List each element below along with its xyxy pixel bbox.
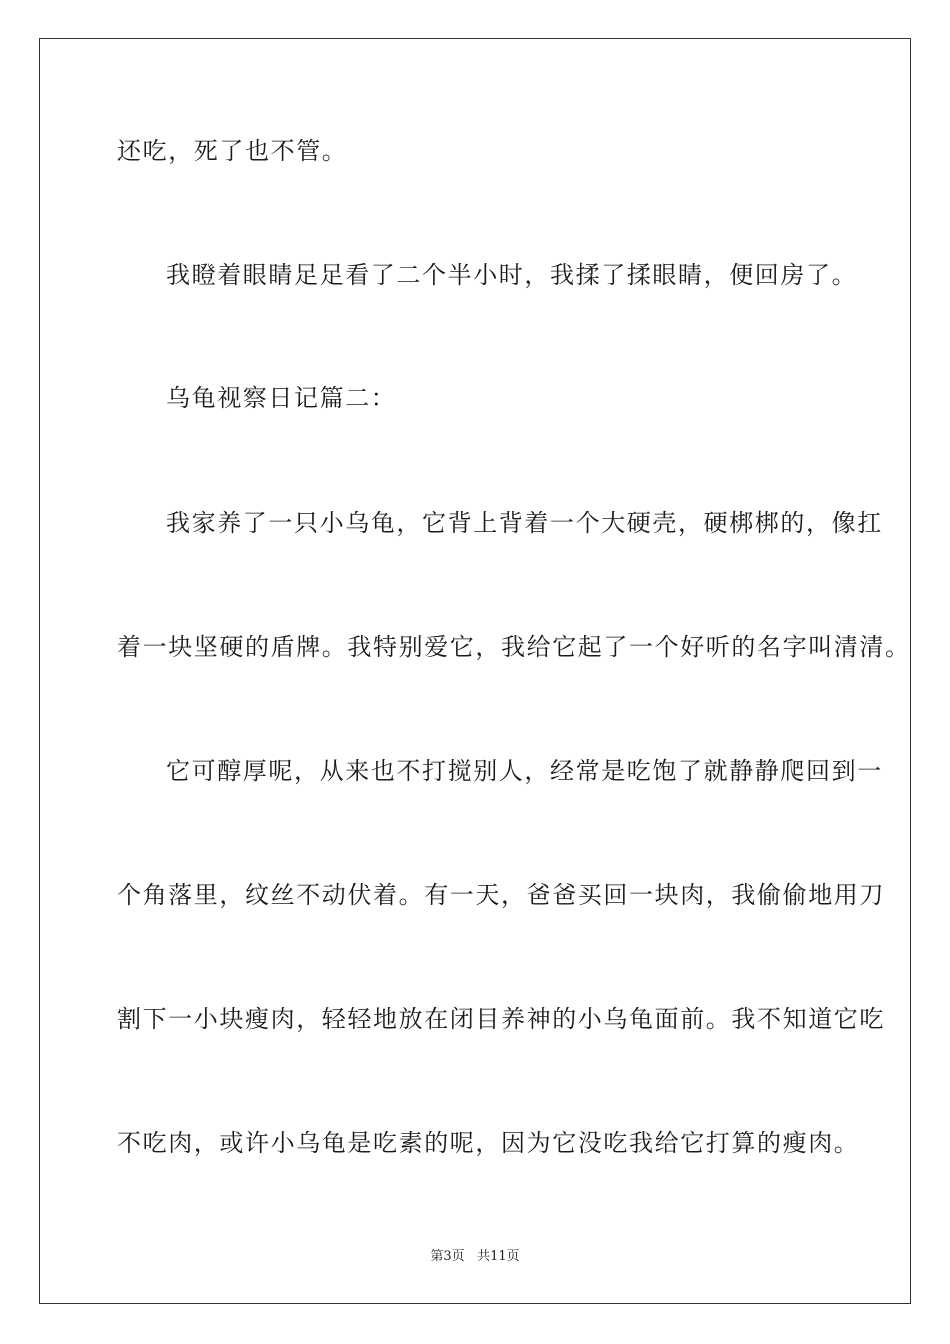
text-line-2: 我瞪着眼睛足足看了二个半小时，我揉了揉眼睛，便回房了。 [166, 261, 858, 289]
section-heading: 乌龟视察日记篇二： [166, 384, 397, 412]
text-line-4: 我家养了一只小乌龟，它背上背着一个大硬壳，硬梆梆的，像扛 [166, 509, 883, 537]
page-total: 共11页 [477, 1249, 520, 1264]
text-line-9: 不吃肉，或许小乌龟是吃素的呢，因为它没吃我给它打算的瘦肉。 [117, 1129, 860, 1157]
text-line-8: 割下一小块瘦肉，轻轻地放在闭目养神的小乌龟面前。我不知道它吃 [117, 1005, 885, 1033]
text-line-5: 着一块坚硬的盾牌。我特别爱它，我给它起了一个好听的名字叫清清。 [117, 633, 911, 661]
page-footer [0, 1248, 950, 1266]
text-line-6: 它可醇厚呢，从来也不打搅别人，经常是吃饱了就静静爬回到一 [166, 757, 883, 785]
page-number: 第3页 [430, 1249, 465, 1264]
text-line-1: 还吃，死了也不管。 [117, 137, 348, 165]
page-border [39, 38, 911, 1304]
text-line-7: 个角落里，纹丝不动伏着。有一天，爸爸买回一块肉，我偷偷地用刀 [117, 881, 885, 909]
